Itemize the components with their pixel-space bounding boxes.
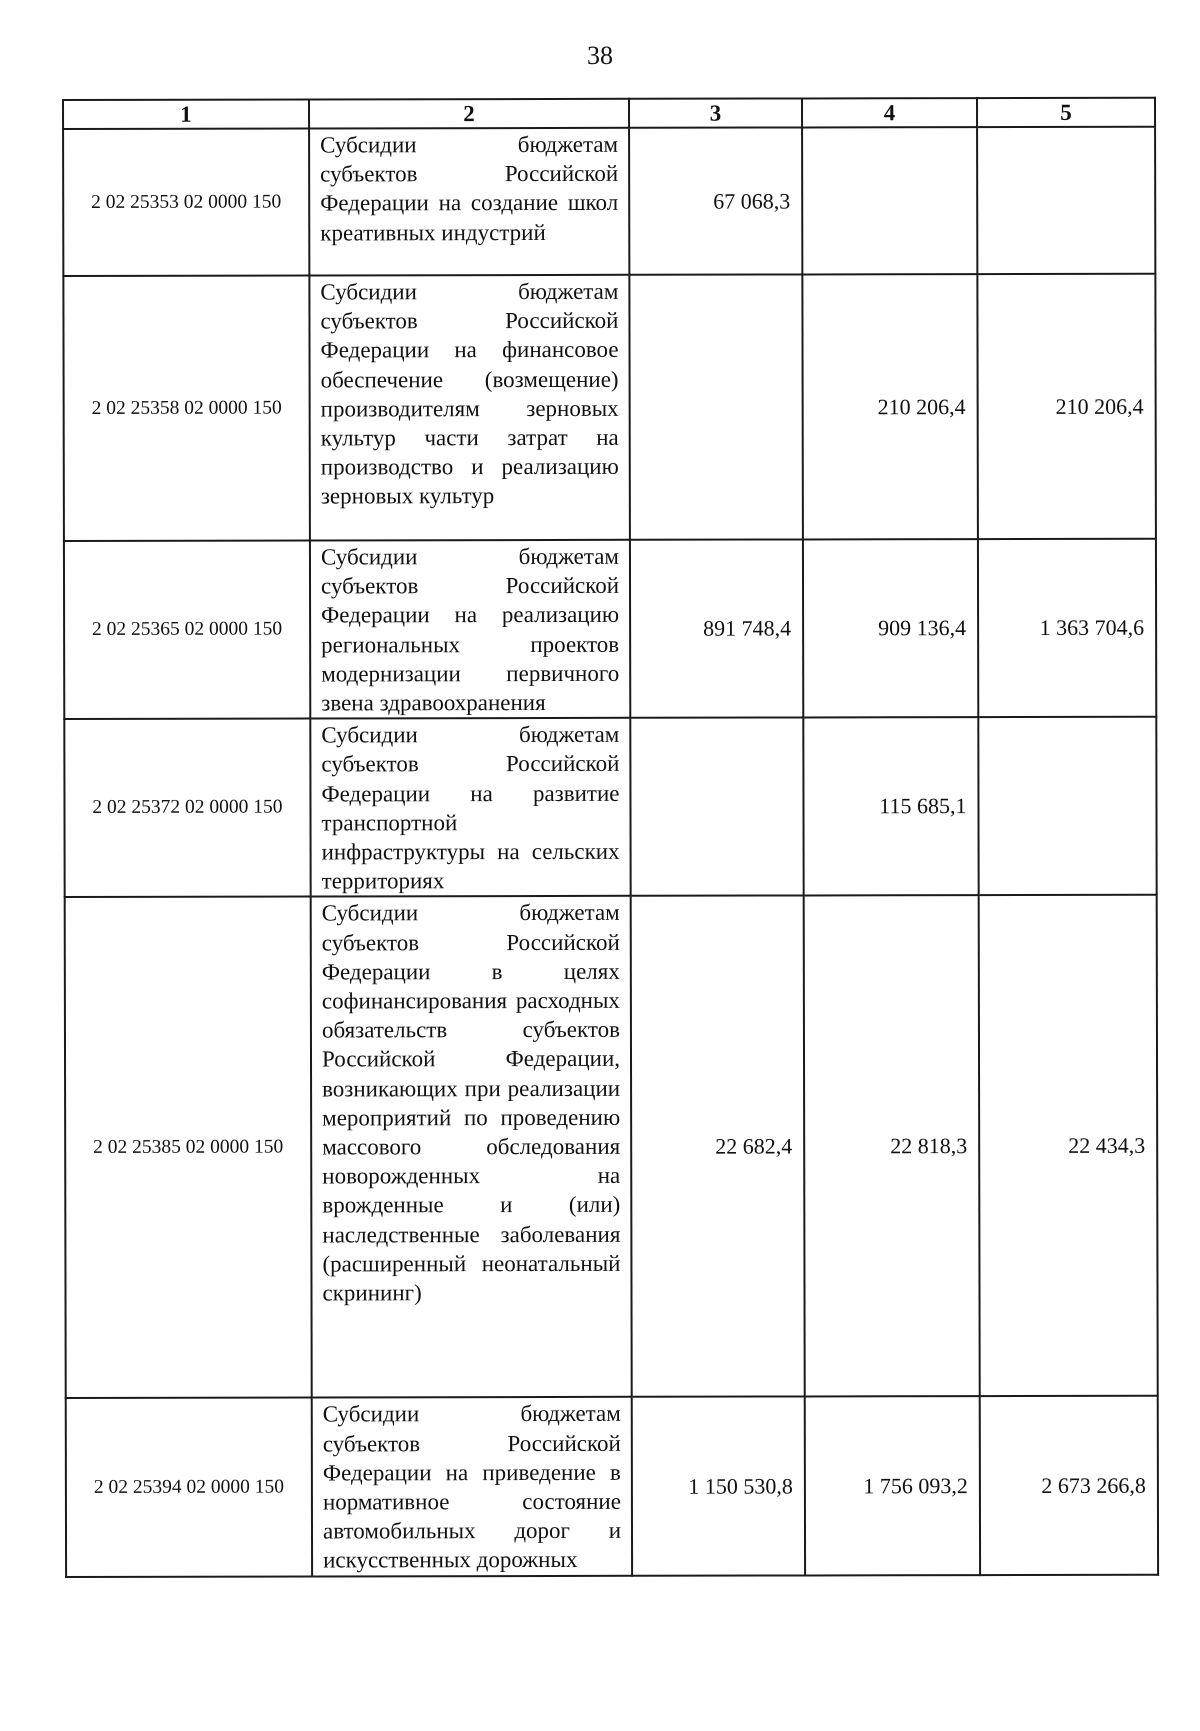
header-col-1: 1 — [63, 99, 309, 129]
budget-code: 2 02 25365 02 0000 150 — [64, 540, 310, 719]
amount-col-4 — [802, 127, 977, 274]
amount-col-3: 1 150 530,8 — [632, 1397, 805, 1576]
description: Субсидии бюджетам субъектов Российской Федерации на создание школ креативных индустрий — [309, 128, 629, 276]
amount-col-4: 210 206,4 — [802, 274, 978, 539]
description: Субсидии бюджетам субъектов Российской Федерации в целях софинансирования расходных обязательств субъектов Российской Федерации, возникающих при реализации мероприятий по проведению массового обследования новорожденных на врожденные и (или) наследственные заболевания (расширенный неонатальный скрининг) — [311, 896, 632, 1398]
header-col-2: 2 — [309, 99, 629, 129]
amount-col-5: 1 363 704,6 — [978, 539, 1156, 718]
amount-col-5: 210 206,4 — [977, 274, 1156, 539]
table-row — [64, 717, 1156, 898]
header-row — [63, 98, 1155, 129]
budget-code: 2 02 25385 02 0000 150 — [65, 897, 312, 1399]
description: Субсидии бюджетам субъектов Российской Федерации на финансовое обеспечение (возмещение) производителям зерновых культур части затрат на производство и реализацию зерновых культур — [309, 275, 630, 541]
header-col-4: 4 — [802, 98, 977, 127]
budget-table — [62, 97, 1159, 1578]
budget-code: 2 02 25358 02 0000 150 — [63, 275, 310, 541]
budget-code: 2 02 25353 02 0000 150 — [63, 128, 309, 276]
table-row — [65, 895, 1158, 1398]
amount-col-5: 2 673 266,8 — [980, 1396, 1158, 1575]
description: Субсидии бюджетам субъектов Российской Федерации на развитие транспортной инфраструктуры на сельских территориях — [310, 718, 630, 897]
amount-col-3: 891 748,4 — [630, 539, 803, 718]
table-row — [66, 1396, 1158, 1577]
amount-col-3 — [629, 274, 803, 539]
header-col-5: 5 — [977, 98, 1155, 127]
table-row — [63, 127, 1155, 276]
budget-code: 2 02 25372 02 0000 150 — [64, 719, 310, 898]
header-col-3: 3 — [629, 98, 802, 127]
description: Субсидии бюджетам субъектов Российской Федерации на приведение в нормативное состояние автомобильных дорог и искусственных дорожных — [312, 1397, 632, 1576]
budget-code: 2 02 25394 02 0000 150 — [66, 1398, 312, 1577]
description: Субсидии бюджетам субъектов Российской Федерации на реализацию региональных проектов модернизации первичного звена здравоохранения — [310, 540, 630, 719]
amount-col-4: 1 756 093,2 — [805, 1397, 980, 1576]
amount-col-4: 22 818,3 — [804, 896, 980, 1397]
amount-col-4: 909 136,4 — [803, 539, 978, 718]
amount-col-3 — [630, 718, 803, 897]
table-row — [63, 274, 1156, 541]
amount-col-5 — [977, 127, 1155, 274]
table-row — [64, 539, 1156, 720]
amount-col-3: 67 068,3 — [629, 127, 802, 274]
amount-col-4: 115 685,1 — [803, 717, 978, 896]
amount-col-5 — [978, 717, 1156, 896]
page-number: 38 — [587, 41, 613, 70]
amount-col-5: 22 434,3 — [979, 895, 1158, 1396]
amount-col-3: 22 682,4 — [631, 896, 805, 1397]
